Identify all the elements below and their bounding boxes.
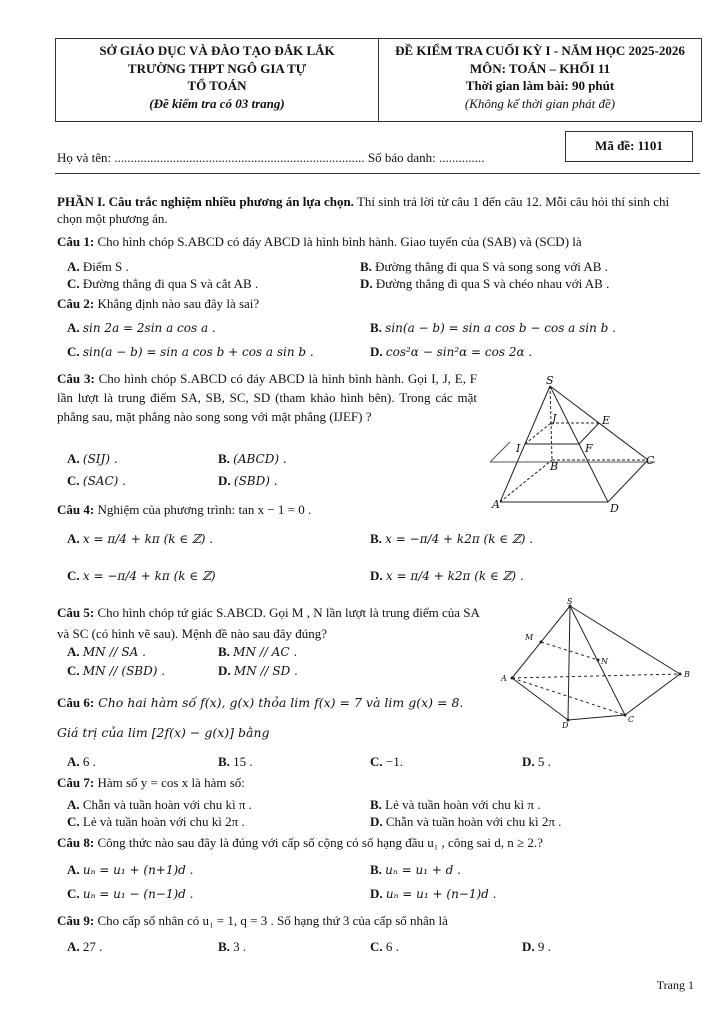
fig3-label-d: D xyxy=(610,502,619,515)
fig5-label-s: S xyxy=(567,598,573,606)
exam-title: ĐỀ KIỂM TRA CUỐI KỲ I - NĂM HỌC 2025-2026 xyxy=(395,43,685,58)
q3-option-d: D. (SBD) . xyxy=(218,473,278,488)
q8-option-c: C. uₙ = u₁ − (n−1)d . xyxy=(67,886,194,901)
school-name: TRƯỜNG THPT NGÔ GIA TỰ xyxy=(127,60,307,76)
figure-q5-pyramid xyxy=(498,598,690,728)
q2-option-b: B. sin(a − b) = sin a cos b − cos a sin b . xyxy=(370,320,616,335)
duration: Thời gian làm bài: 90 phút xyxy=(465,78,615,93)
part1-desc: Thí sinh trả lời từ câu 1 đến câu 12. Mỗi câu hỏi thí sinh chỉ chọn một phương án. xyxy=(57,194,670,226)
q7-option-c: C. Lẻ và tuần hoàn với chu kì 2π . xyxy=(67,814,245,829)
q4-option-b: B. x = −π/4 + k2π (k ∈ ℤ) . xyxy=(370,531,534,546)
fig5-label-b: B xyxy=(684,670,690,679)
part1-title: PHẦN I. Câu trắc nghiệm nhiều phương án lựa chọn. xyxy=(57,194,354,209)
q6-option-b: B. 15 . xyxy=(218,754,253,769)
q7-option-b: B. Lẻ và tuần hoàn với chu kì π . xyxy=(370,797,541,812)
q1-option-d: D. Đường thẳng đi qua S và chéo nhau với AB . xyxy=(360,276,610,291)
q3-option-c: C. (SAC) . xyxy=(67,473,126,488)
question-9: Câu 9: Cho cấp số nhân có u₁ = 1, q = 3 . Số hạng thứ 3 của cấp số nhân là xyxy=(57,913,448,928)
q7-option-d: D. Chẵn và tuần hoàn với chu kì 2π . xyxy=(370,814,562,829)
fig5-label-m: M xyxy=(525,633,534,642)
q8-option-b: B. uₙ = u₁ + d . xyxy=(370,862,461,877)
fig3-label-a: A xyxy=(492,498,500,511)
q3-option-b: B. (ABCD) . xyxy=(218,451,287,466)
q8-option-a: A. uₙ = u₁ + (n+1)d . xyxy=(67,862,194,877)
fig5-label-d: D xyxy=(562,721,569,728)
duration-note: (Không kể thời gian phát đề) xyxy=(464,95,616,111)
question-4: Câu 4: Nghiệm của phương trình: tan x − 1 = 0 . xyxy=(57,502,312,517)
fig3-label-f: F xyxy=(585,442,593,455)
fig3-label-s: S xyxy=(546,374,554,387)
q2-option-a: A. sin 2a = 2sin a cos a . xyxy=(67,320,216,335)
q9-option-b: B. 3 . xyxy=(218,939,247,954)
q5-option-b: B. MN // AC . xyxy=(218,644,298,659)
q5-option-c: C. MN // (SBD) . xyxy=(67,663,166,678)
exam-code: Mã đề: 1101 xyxy=(565,131,693,162)
q4-option-d: D. x = π/4 + k2π (k ∈ ℤ) . xyxy=(370,568,524,583)
q9-option-c: C. 6 . xyxy=(370,939,399,954)
question-1 xyxy=(57,233,582,250)
q5-option-d: D. MN // SD . xyxy=(218,663,298,678)
header-left xyxy=(56,39,379,121)
q6-option-a: A. 6 . xyxy=(67,754,96,769)
question-2: Câu 2: Khẳng định nào sau đây là sai? xyxy=(57,296,260,311)
question-8: Câu 8: Công thức nào sau đây là đúng với cấp số cộng có số hạng đầu u₁ , công sai d, n ≥ 2.? xyxy=(57,835,543,850)
question-5: Câu 5: Cho hình chóp tứ giác S.ABCD. Gọi M , N lần lượt là trung điểm của SA và SC (có hình vẽ sau). Mệnh đề nào sau đây đúng? xyxy=(57,605,480,641)
fig3-label-i: I xyxy=(516,442,521,455)
q9-option-d: D. 9 . xyxy=(522,939,551,954)
q7-option-a: A. Chẵn và tuần hoàn với chu kì π . xyxy=(67,797,252,812)
q2-option-c: C. sin(a − b) = sin a cos b + cos a sin b . xyxy=(67,344,314,359)
part1-intro xyxy=(57,193,697,227)
q6-option-c: C. −1. xyxy=(370,754,403,769)
q1-option-c: C. Đường thẳng đi qua S và cắt AB . xyxy=(67,276,259,291)
group-name: TỔ TOÁN xyxy=(187,78,247,93)
divider xyxy=(55,173,700,174)
fig3-label-e: E xyxy=(602,414,611,427)
q1-label: Câu 1: xyxy=(57,234,95,249)
question-6: Câu 6: Cho hai hàm số f(x), g(x) thỏa lim f(x) = 7 và lim g(x) = 8. Giá trị của lim [2f(x) − g(x)] bằng xyxy=(57,695,464,740)
subject: MÔN: TOÁN – KHỐI 11 xyxy=(469,60,611,76)
fig3-label-j: J xyxy=(552,412,557,425)
q3-option-a: A. (SIJ) . xyxy=(67,451,118,466)
q1-option-a: A. Điểm S . xyxy=(67,259,129,274)
question-3: Câu 3: Cho hình chóp S.ABCD có đáy ABCD là hình bình hành. Gọi I, J, E, F lần lượt là trung điểm SA, SB, SC, SD (tham khảo hình bên). Trong các mặt phẳng sau, mặt phẳng nào song song với mặt phẳng (IJEF) ? xyxy=(57,371,477,424)
fig5-label-a: A xyxy=(501,674,507,683)
page-count-note: (Đề kiểm tra có 03 trang) xyxy=(149,95,285,111)
fig5-label-c: C xyxy=(628,715,635,724)
q4-option-a: A. x = π/4 + kπ (k ∈ ℤ) . xyxy=(67,531,214,546)
header-right xyxy=(379,39,701,121)
page-number: Trang 1 xyxy=(656,978,694,992)
fig3-label-c: C xyxy=(646,454,655,467)
figure-q3-pyramid xyxy=(490,372,660,517)
q1-text: Cho hình chóp S.ABCD có đáy ABCD là hình bình hành. Giao tuyến của (SAB) và (SCD) là xyxy=(94,234,582,249)
q9-option-a: A. 27 . xyxy=(67,939,103,954)
q6-option-d: D. 5 . xyxy=(522,754,551,769)
q4-option-c: C. x = −π/4 + kπ (k ∈ ℤ) xyxy=(67,568,216,583)
q5-option-a: A. MN // SA . xyxy=(67,644,146,659)
q2-option-d: D. cos²α − sin²α = cos 2α . xyxy=(370,344,533,359)
student-info-line: Họ và tên: ............................................................................. Số báo danh: .............. xyxy=(57,150,485,165)
q1-option-b: B. Đường thẳng đi qua S và song song với AB . xyxy=(360,259,608,274)
exam-header xyxy=(55,38,702,122)
dept-name: SỞ GIÁO DỤC VÀ ĐÀO TẠO ĐẮK LẮK xyxy=(99,43,335,58)
q8-option-d: D. uₙ = u₁ + (n−1)d . xyxy=(370,886,497,901)
question-7: Câu 7: Hàm số y = cos x là hàm số: xyxy=(57,775,245,790)
fig5-label-n: N xyxy=(601,657,608,666)
fig3-label-b: B xyxy=(550,460,559,473)
